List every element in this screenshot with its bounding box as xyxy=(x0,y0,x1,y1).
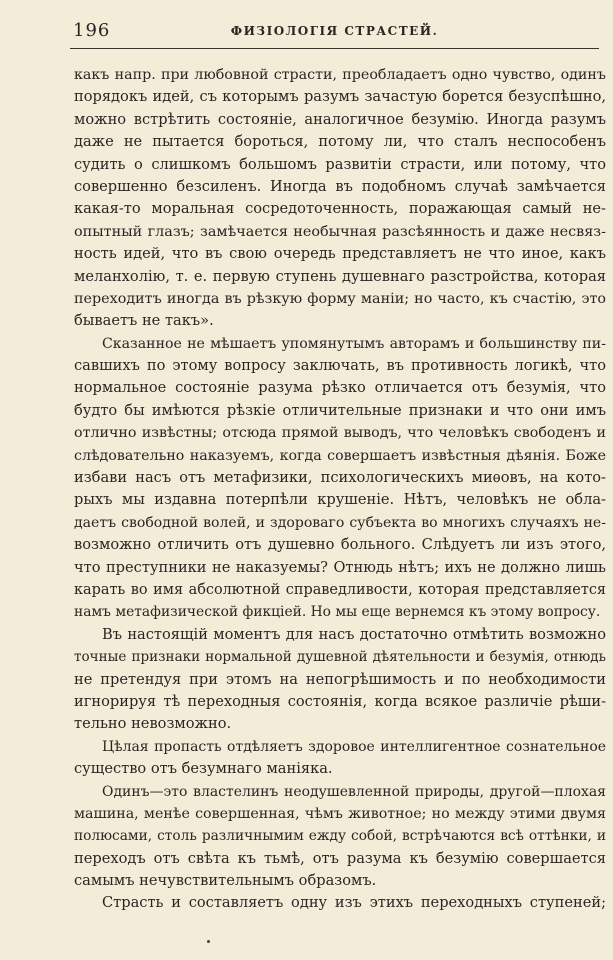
text-line: Одинъ—это властелинъ неодушевленной природы, другой—плохая xyxy=(102,783,606,800)
text-line: нормальное состояніе разума рѣзко отличается отъ безумія, что xyxy=(74,379,606,397)
page-number: 196 xyxy=(73,20,111,41)
text-line: машина, менѣе совершенная, чѣмъ животное; но между этими двумя xyxy=(74,805,606,822)
text-line: бываетъ не такъ». xyxy=(74,312,214,330)
text-line: можно встрѣтить состояніе, аналогичное безумію. Иногда разумъ xyxy=(74,110,606,128)
text-line: слѣдовательно наказуемъ, когда совершаетъ извѣстныя дѣянія. Боже xyxy=(74,447,606,464)
text-line: опытный глазъ; замѣчается необычная разсѣянность и даже несвяз- xyxy=(74,223,606,240)
text-line: какая-то моральная сосредоточенность, поражающая самый не- xyxy=(74,200,606,218)
text-line: Цѣлая пропасть отдѣляетъ здоровое интеллигентное сознательное xyxy=(102,738,606,755)
text-line: намъ метафизической фикціей. Но мы еще вернемся къ этому вопросу. xyxy=(74,604,601,621)
text-line: переходитъ иногда въ рѣзкую форму маніи; но часто, къ счастію, это xyxy=(74,290,606,307)
text-line: не претендуя при этомъ на непогрѣшимость и по необходимости xyxy=(74,670,606,688)
running-title: ФИЗІОЛОГІЯ СТРАСТЕЙ. xyxy=(230,24,439,38)
text-line: рыхъ мы издавна потерпѣли крушеніе. Нѣтъ, человѣкъ не обла- xyxy=(74,491,606,509)
text-line: ность идей, что въ свою очередь представляетъ не что иное, какъ xyxy=(74,245,606,263)
text-line: избави насъ отъ метафизики, психологическихъ миѳовъ, на кото- xyxy=(74,469,606,487)
body-text xyxy=(74,64,606,915)
text-line: совершенно безсиленъ. Иногда въ подобномъ случаѣ замѣчается xyxy=(74,177,606,195)
text-line: какъ напр. при любовной страсти, преобладаетъ одно чувство, одинъ xyxy=(74,67,606,83)
text-line: Въ настоящій моментъ для насъ достаточно отмѣтить возможно xyxy=(102,625,606,643)
text-line: савшихъ по этому вопросу заключать, въ противность логикѣ, что xyxy=(74,357,606,375)
text-line: меланхолію, т. е. первую ступень душевнаго разстройства, которая xyxy=(74,267,606,285)
text-line: карать во имя абсолютной справедливости, которая представляется xyxy=(74,581,606,598)
text-line: порядокъ идей, съ которымъ разумъ зачастую борется безуспѣшно, xyxy=(74,88,606,106)
print-speck xyxy=(207,940,210,943)
text-line: Сказанное не мѣшаетъ упомянутымъ авторамъ и большинству пи- xyxy=(102,335,606,352)
text-line: Страсть и составляетъ одну изъ этихъ переходныхъ ступеней; xyxy=(102,894,606,912)
text-line: самымъ нечувствительнымъ образомъ. xyxy=(74,872,377,890)
text-line: что преступники не наказуемы? Отнюдь нѣтъ; ихъ не должно лишь xyxy=(74,558,606,576)
text-line: переходъ отъ свѣта къ тьмѣ, отъ разума къ безумію совершается xyxy=(74,849,606,867)
text-line: игнорируя тѣ переходныя состоянія, когда всякое различіе рѣши- xyxy=(74,692,606,710)
text-line: даетъ свободной волей, и здороваго субъекта во многихъ случаяхъ не- xyxy=(74,514,606,531)
text-line: судить о слишкомъ большомъ развитіи страсти, или потому, что xyxy=(74,155,606,173)
text-line: даже не пытается бороться, потому ли, что сталъ неспособенъ xyxy=(74,133,606,151)
text-line: полюсами, столь различнымим ежду собой, встрѣчаются всѣ оттѣнки, и xyxy=(74,828,606,845)
page-header xyxy=(70,18,599,49)
text-line: отлично извѣстны; отсюда прямой выводъ, что человѣкъ свободенъ и xyxy=(74,425,606,442)
text-line: возможно отличить отъ душевно больного. Слѣдуетъ ли изъ этого, xyxy=(74,536,606,554)
text-line: существо отъ безумнаго маніяка. xyxy=(74,760,333,778)
text-line: тельно невозможно. xyxy=(74,715,232,733)
text-line: точные признаки нормальной душевной дѣятельности и безумія, отнюдь xyxy=(74,649,606,666)
text-line: будто бы имѣются рѣзкіе отличительные признаки и что они имъ xyxy=(74,401,606,419)
